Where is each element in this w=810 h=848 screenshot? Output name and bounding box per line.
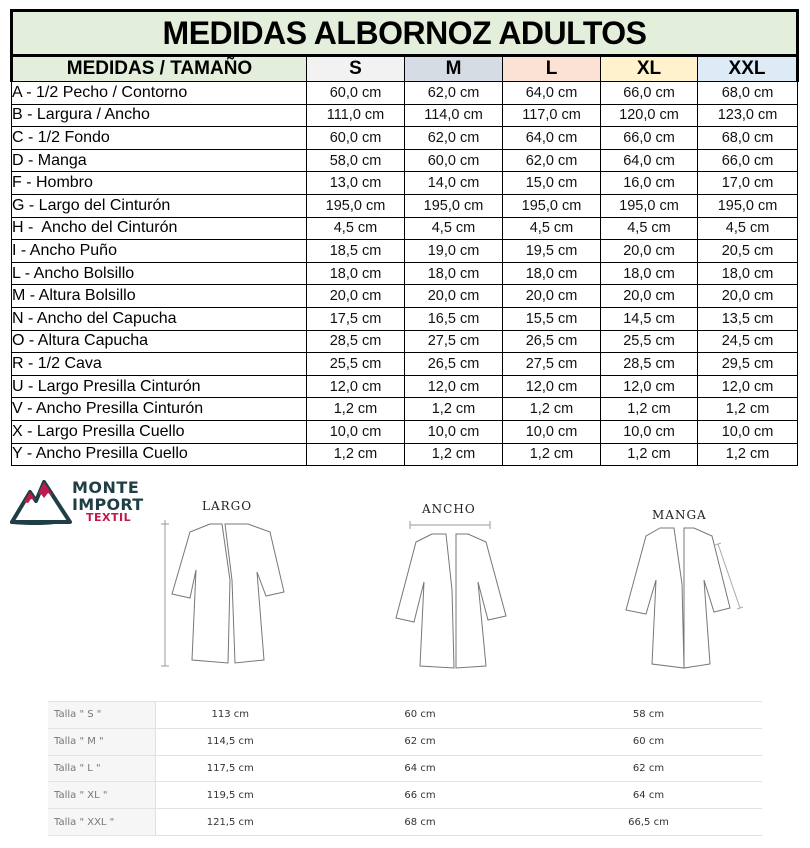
measurement-value-l: 15,5 cm [503, 307, 601, 330]
measurement-label: M - Altura Bolsillo [12, 285, 307, 308]
measurement-value-m: 60,0 cm [405, 149, 503, 172]
measurement-value-xxl: 68,0 cm [698, 82, 798, 105]
logo-text-monte: MONTE [72, 478, 140, 497]
measurement-value-m: 14,0 cm [405, 172, 503, 195]
measurement-value-l: 4,5 cm [503, 217, 601, 240]
measurement-value-xl: 20,0 cm [601, 240, 698, 263]
table-row [12, 262, 798, 285]
measurement-value-xxl: 18,0 cm [698, 262, 798, 285]
measurement-value-xxl: 123,0 cm [698, 104, 798, 127]
table-row [12, 307, 798, 330]
measurement-value-xl: 12,0 cm [601, 375, 698, 398]
table-row [12, 240, 798, 263]
measurement-value-xxl: 20,0 cm [698, 285, 798, 308]
measurement-value-xxl: 68,0 cm [698, 127, 798, 150]
measurement-value-m: 62,0 cm [405, 127, 503, 150]
measurement-value-l: 1,2 cm [503, 443, 601, 466]
table-row [12, 353, 798, 376]
measurement-value-m: 19,0 cm [405, 240, 503, 263]
measurement-value-m: 62,0 cm [405, 82, 503, 105]
measurement-value-m: 26,5 cm [405, 353, 503, 376]
summary-row [48, 702, 762, 729]
page-title: MEDIDAS ALBORNOZ ADULTOS [12, 11, 798, 56]
measurement-value-xl: 195,0 cm [601, 194, 698, 217]
monte-import-logo [8, 474, 158, 530]
header-label: MEDIDAS / TAMAÑO [12, 56, 307, 82]
measurement-value-s: 10,0 cm [307, 420, 405, 443]
manga-value: 64 cm [535, 782, 762, 809]
measurement-label: B - Largura / Ancho [12, 104, 307, 127]
caption-manga: MANGA [652, 508, 707, 522]
table-row [12, 420, 798, 443]
measurement-label: L - Ancho Bolsillo [12, 262, 307, 285]
measurement-value-l: 64,0 cm [503, 82, 601, 105]
measurement-label: N - Ancho del Capucha [12, 307, 307, 330]
measurement-value-s: 58,0 cm [307, 149, 405, 172]
measurement-value-xxl: 29,5 cm [698, 353, 798, 376]
largo-value: 113 cm [155, 702, 305, 729]
measurement-value-l: 15,0 cm [503, 172, 601, 195]
table-row [12, 104, 798, 127]
measurement-value-xxl: 195,0 cm [698, 194, 798, 217]
size-label: Talla " M " [48, 728, 155, 755]
measurement-value-s: 111,0 cm [307, 104, 405, 127]
ancho-value: 68 cm [305, 809, 535, 836]
measurement-value-s: 18,5 cm [307, 240, 405, 263]
measurement-value-xl: 28,5 cm [601, 353, 698, 376]
measurement-value-xl: 66,0 cm [601, 127, 698, 150]
size-header-xl: XL [601, 56, 698, 82]
manga-value: 58 cm [535, 702, 762, 729]
measurement-value-xl: 120,0 cm [601, 104, 698, 127]
measurement-value-xxl: 10,0 cm [698, 420, 798, 443]
measurement-value-s: 20,0 cm [307, 285, 405, 308]
summary-row [48, 728, 762, 755]
measurement-label: F - Hombro [12, 172, 307, 195]
measurement-value-m: 1,2 cm [405, 443, 503, 466]
measurement-value-xxl: 1,2 cm [698, 443, 798, 466]
ancho-value: 62 cm [305, 728, 535, 755]
size-header-xxl: XXL [698, 56, 798, 82]
measurement-value-xl: 4,5 cm [601, 217, 698, 240]
size-header-m: M [405, 56, 503, 82]
measurement-value-m: 114,0 cm [405, 104, 503, 127]
size-label: Talla " XL " [48, 782, 155, 809]
measurement-value-l: 20,0 cm [503, 285, 601, 308]
measurement-value-l: 18,0 cm [503, 262, 601, 285]
measurement-label: C - 1/2 Fondo [12, 127, 307, 150]
table-row [12, 443, 798, 466]
measurement-label: R - 1/2 Cava [12, 353, 307, 376]
measurement-label: V - Ancho Presilla Cinturón [12, 398, 307, 421]
measurement-value-l: 27,5 cm [503, 353, 601, 376]
table-row [12, 149, 798, 172]
measurement-value-s: 60,0 cm [307, 127, 405, 150]
ancho-value: 60 cm [305, 702, 535, 729]
table-row [12, 375, 798, 398]
measurement-value-m: 195,0 cm [405, 194, 503, 217]
measurement-value-l: 12,0 cm [503, 375, 601, 398]
measurement-label: A - 1/2 Pecho / Contorno [12, 82, 307, 105]
table-row [12, 330, 798, 353]
measurement-value-s: 18,0 cm [307, 262, 405, 285]
measurement-value-m: 12,0 cm [405, 375, 503, 398]
measurement-value-s: 195,0 cm [307, 194, 405, 217]
measurement-value-xxl: 24,5 cm [698, 330, 798, 353]
table-row [12, 285, 798, 308]
measurement-value-xl: 1,2 cm [601, 398, 698, 421]
table-row [12, 82, 798, 105]
measurement-value-l: 10,0 cm [503, 420, 601, 443]
table-row [12, 398, 798, 421]
logo-text-import: IMPORT [72, 495, 144, 514]
measurement-value-m: 16,5 cm [405, 307, 503, 330]
measurement-value-l: 64,0 cm [503, 127, 601, 150]
garment-length-diagram-icon [160, 520, 290, 670]
measurement-value-xxl: 17,0 cm [698, 172, 798, 195]
measurement-label: Y - Ancho Presilla Cuello [12, 443, 307, 466]
measurement-label: H - Ancho del Cinturón [12, 217, 307, 240]
measurement-value-m: 10,0 cm [405, 420, 503, 443]
measurement-value-l: 1,2 cm [503, 398, 601, 421]
measurement-value-xl: 25,5 cm [601, 330, 698, 353]
largo-value: 119,5 cm [155, 782, 305, 809]
measurement-value-xl: 14,5 cm [601, 307, 698, 330]
measurement-label: X - Largo Presilla Cuello [12, 420, 307, 443]
measurement-value-m: 1,2 cm [405, 398, 503, 421]
logo-text-textil: TEXTIL [86, 511, 132, 524]
summary-row [48, 809, 762, 836]
garment-sleeve-diagram-icon [618, 524, 758, 674]
size-label: Talla " L " [48, 755, 155, 782]
ancho-value: 64 cm [305, 755, 535, 782]
size-header-l: L [503, 56, 601, 82]
table-row [12, 217, 798, 240]
measurement-value-l: 62,0 cm [503, 149, 601, 172]
measurement-label: D - Manga [12, 149, 307, 172]
measurement-value-s: 1,2 cm [307, 443, 405, 466]
largo-value: 121,5 cm [155, 809, 305, 836]
measurement-label: O - Altura Capucha [12, 330, 307, 353]
manga-value: 66,5 cm [535, 809, 762, 836]
ancho-value: 66 cm [305, 782, 535, 809]
measurement-value-xxl: 12,0 cm [698, 375, 798, 398]
measurement-value-xxl: 20,5 cm [698, 240, 798, 263]
summary-row [48, 755, 762, 782]
measurement-value-xl: 20,0 cm [601, 285, 698, 308]
measurement-value-xl: 16,0 cm [601, 172, 698, 195]
measurement-value-s: 17,5 cm [307, 307, 405, 330]
measurement-value-m: 18,0 cm [405, 262, 503, 285]
measurement-value-s: 28,5 cm [307, 330, 405, 353]
measurement-value-l: 195,0 cm [503, 194, 601, 217]
measurement-value-l: 117,0 cm [503, 104, 601, 127]
caption-largo: LARGO [202, 499, 253, 513]
manga-value: 62 cm [535, 755, 762, 782]
measurement-value-xl: 66,0 cm [601, 82, 698, 105]
measurement-label: I - Ancho Puño [12, 240, 307, 263]
measurement-label: G - Largo del Cinturón [12, 194, 307, 217]
header-row [12, 56, 798, 82]
measurement-value-xxl: 13,5 cm [698, 307, 798, 330]
measurement-value-m: 4,5 cm [405, 217, 503, 240]
measurement-value-s: 13,0 cm [307, 172, 405, 195]
measurement-value-m: 27,5 cm [405, 330, 503, 353]
measurement-value-s: 4,5 cm [307, 217, 405, 240]
measurement-value-xxl: 1,2 cm [698, 398, 798, 421]
size-header-s: S [307, 56, 405, 82]
size-chart-table [10, 9, 799, 466]
largo-value: 114,5 cm [155, 728, 305, 755]
table-row [12, 194, 798, 217]
measurement-value-xl: 18,0 cm [601, 262, 698, 285]
measurement-value-s: 25,5 cm [307, 353, 405, 376]
measurement-label: U - Largo Presilla Cinturón [12, 375, 307, 398]
table-row [12, 127, 798, 150]
measurement-value-s: 1,2 cm [307, 398, 405, 421]
measurement-value-m: 20,0 cm [405, 285, 503, 308]
mountain-logo-icon [8, 474, 74, 526]
measurement-value-l: 26,5 cm [503, 330, 601, 353]
measurement-value-l: 19,5 cm [503, 240, 601, 263]
largo-value: 117,5 cm [155, 755, 305, 782]
manga-value: 60 cm [535, 728, 762, 755]
measurement-value-xxl: 4,5 cm [698, 217, 798, 240]
measurement-value-xl: 64,0 cm [601, 149, 698, 172]
summary-row [48, 782, 762, 809]
size-label: Talla " XXL " [48, 809, 155, 836]
measurement-value-xl: 1,2 cm [601, 443, 698, 466]
caption-ancho: ANCHO [422, 502, 476, 516]
measurement-value-s: 12,0 cm [307, 375, 405, 398]
measurement-value-xxl: 66,0 cm [698, 149, 798, 172]
garment-width-diagram-icon [390, 520, 520, 670]
table-row [12, 172, 798, 195]
size-label: Talla " S " [48, 702, 155, 729]
summary-size-table [48, 701, 762, 836]
measurement-value-s: 60,0 cm [307, 82, 405, 105]
measurement-value-xl: 10,0 cm [601, 420, 698, 443]
